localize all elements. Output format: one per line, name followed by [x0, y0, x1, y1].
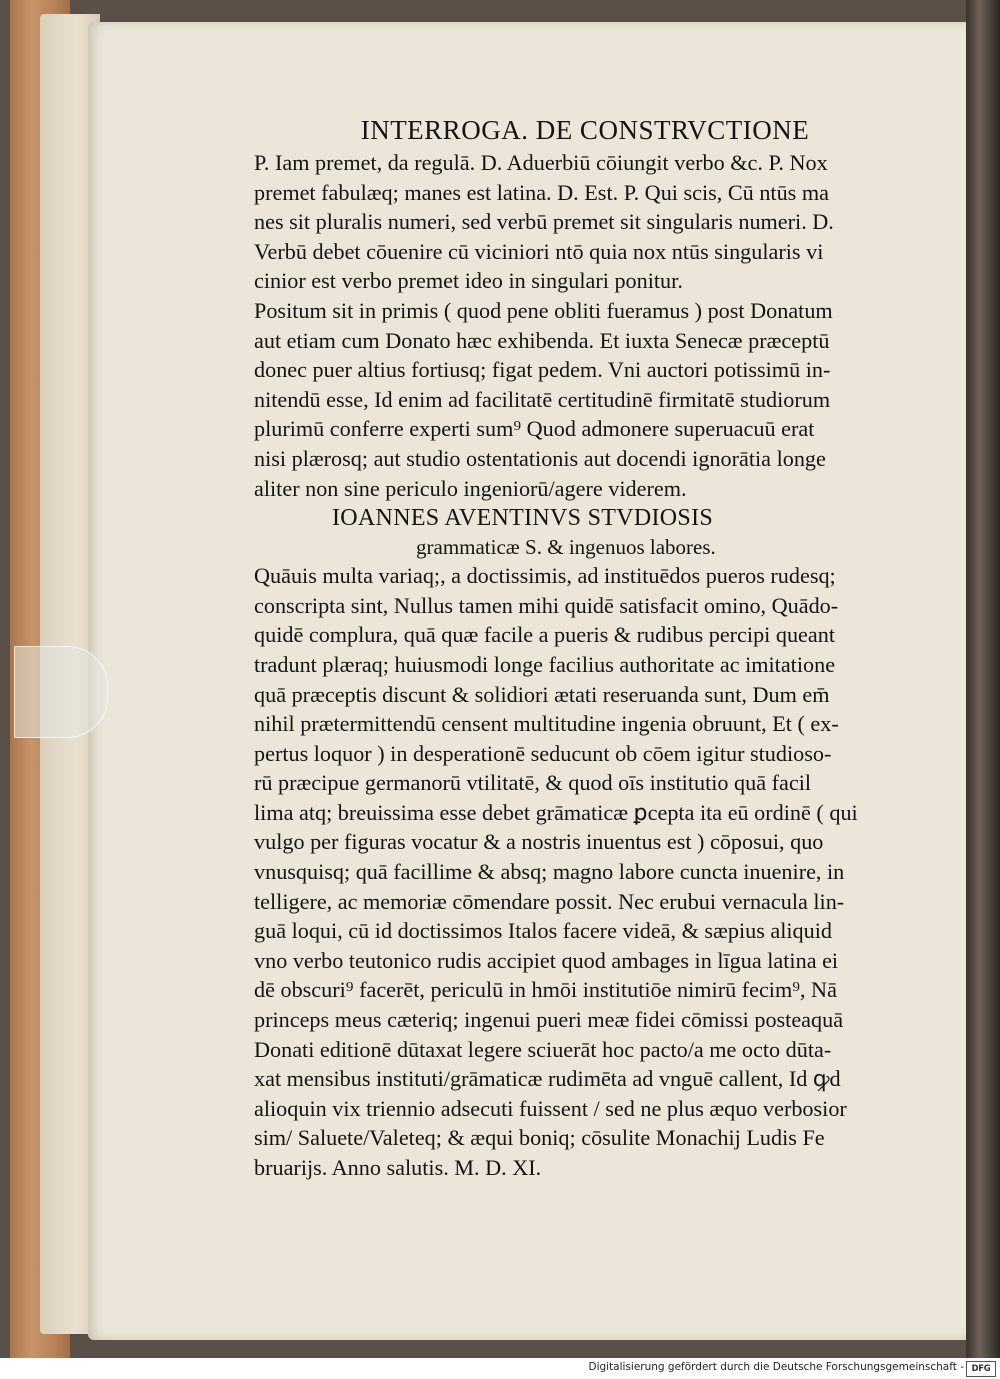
- text-line: alioquin vix triennio adsecuti fuissent / sed ne plus æquo verbosior: [254, 1095, 847, 1121]
- text-line: premet fabulæq; manes est latina. D. Est. P. Qui scis, Cū ntūs ma: [254, 179, 829, 205]
- plastic-page-clip: [14, 646, 108, 738]
- text-line: lima atq; breuissima esse debet grāmaticæ ꝑcepta ita eū ordinē ( qui: [254, 799, 858, 825]
- page-heading: INTERROGA. DE CONSTRVCTIONE: [360, 115, 810, 145]
- text-line: Positum sit in primis ( quod pene obliti fueramus ) post Donatum: [254, 297, 833, 323]
- text-line: aut etiam cum Donato hæc exhibenda. Et iuxta Senecæ præceptū: [254, 327, 830, 353]
- text-line: nes sit pluralis numeri, sed verbū premet sit singularis numeri. D.: [254, 209, 834, 235]
- text-line: plurimū conferre experti sum⁹ Quod admonere superuacuū erat: [254, 416, 815, 442]
- page-text: [254, 112, 904, 1183]
- text-line: telligere, ac memoriæ cōmendare possit. Nec erubui vernacula lin-: [254, 888, 845, 914]
- section-heading: IOANNES AVENTINVS STVDIOSIS: [332, 505, 714, 532]
- paragraph-3: [254, 561, 904, 1182]
- text-line: nitendū esse, Id enim ad facilitatē certitudinē firmitatē studiorum: [254, 386, 831, 412]
- text-line: bruarijs. Anno salutis. M. D. XI.: [254, 1155, 542, 1180]
- funding-credit: Digitalisierung gefördert durch die Deutsche Forschungsgemeinschaft -: [588, 1361, 964, 1373]
- text-line: Verbū debet cōuenire cū viciniori ntō quia nox ntūs singularis vi: [254, 238, 824, 264]
- paragraph-1: [254, 148, 904, 296]
- section-subheading: grammaticæ S. & ingenuos labores.: [416, 535, 716, 560]
- text-line: cinior est verbo premet ideo in singulari ponitur.: [254, 268, 683, 294]
- text-line: vnusquisq; quā facillime & absq; magno labore cuncta inuenire, in: [254, 859, 845, 885]
- text-line: Quāuis multa variaq;, a doctissimis, ad instituēdos pueros rudesq;: [254, 563, 836, 589]
- text-line: aliter non sine periculo ingeniorū/agere viderem.: [254, 475, 687, 501]
- text-line: conscripta sint, Nullus tamen mihi quidē satisfacit omino, Quādo-: [254, 592, 839, 618]
- text-line: vulgo per figuras vocatur & a nostris inuentus est ) cōposui, quo: [254, 829, 824, 855]
- text-line: nihil prætermittendū censent multitudine ingenia obruunt, Et ( ex-: [254, 711, 839, 737]
- text-line: rū præcipue germanorū vtilitatē, & quod oīs institutio quā facil: [254, 770, 812, 796]
- dfg-logo: DFG: [966, 1361, 996, 1377]
- text-line: Donati editionē dūtaxat legere sciuerāt hoc pacto/a me octo dūta-: [254, 1036, 832, 1062]
- text-line: vno verbo teutonico rudis accipiet quod ambages in līgua latina ei: [254, 947, 839, 973]
- text-line: donec puer altius fortiusq; figat pedem. Vni auctori potissimū in-: [254, 357, 831, 383]
- text-line: quidē complura, quā quæ facile a pueris & rudibus percipi queant: [254, 622, 836, 648]
- text-line: sim/ Saluete/Valeteq; & æqui boniq; cōsulite Monachij Ludis Fe: [254, 1125, 825, 1151]
- text-line: tradunt plæraq; huiusmodi longe facilius authoritate ac imitatione: [254, 651, 836, 677]
- text-line: guā loqui, cū id doctissimos Italos facere videā, & sæpius aliquid: [254, 918, 833, 944]
- text-line: princeps meus cæteriq; ingenui pueri meæ fidei cōmissi posteaquā: [254, 1007, 844, 1033]
- text-line: nisi plærosq; aut studio ostentationis aut docendi ignorātia longe: [254, 445, 826, 471]
- digitization-footer: [0, 1358, 1000, 1379]
- paragraph-2: [254, 296, 904, 503]
- text-line: dē obscuri⁹ facerēt, periculū in hmōi institutiōe nimirū fecim⁹, Nā: [254, 977, 837, 1003]
- text-line: P. Iam premet, da regulā. D. Aduerbiū cōiungit verbo &c. P. Nox: [254, 150, 828, 175]
- text-line: quā præceptis discunt & solidiori ætati reseruanda sunt, Dum em̄: [254, 681, 830, 707]
- text-line: pertus loquor ) in desperationē seducunt ob cōem igitur studioso-: [254, 740, 832, 766]
- book-gutter-edge: [966, 0, 1000, 1358]
- text-line: xat mensibus instituti/grāmaticæ rudimēta ad vnguē callent, Id ꝙd: [254, 1066, 841, 1092]
